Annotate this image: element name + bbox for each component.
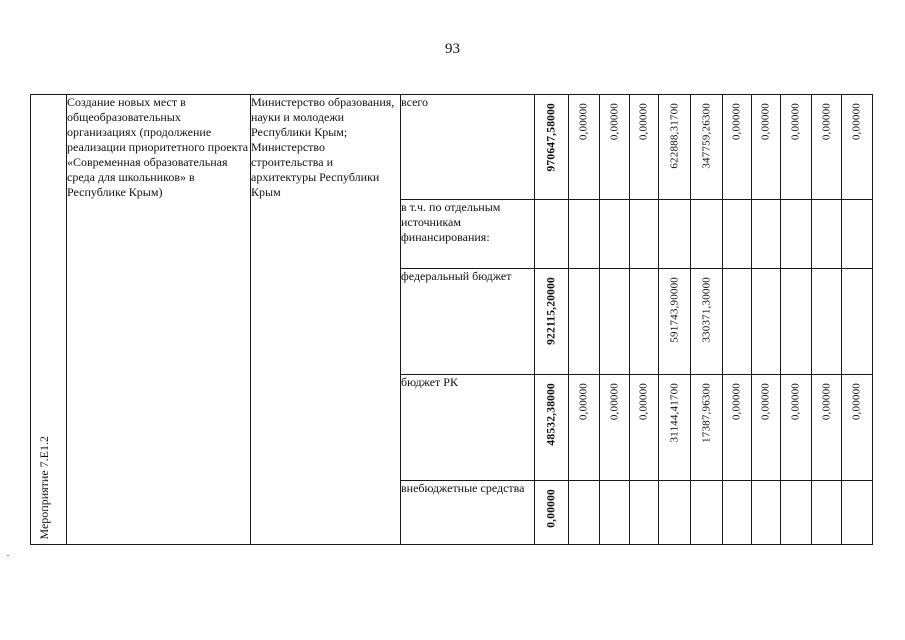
value-cell — [842, 269, 873, 375]
value: 0,00000 — [850, 103, 863, 141]
value: 0,00000 — [820, 383, 832, 421]
value-cell — [723, 269, 752, 375]
value-cell — [535, 375, 569, 481]
value-cell — [535, 269, 569, 375]
value-total: 970647,58000 — [545, 103, 557, 172]
value-cell — [630, 200, 659, 269]
value: 0,00000 — [759, 383, 772, 421]
value-cell — [535, 95, 569, 200]
value: 0,00000 — [820, 103, 832, 141]
value-cell — [691, 375, 723, 481]
value-cell — [723, 95, 752, 200]
value-cell — [691, 200, 723, 269]
value-cell — [781, 269, 812, 375]
value-cell — [812, 481, 842, 545]
value-cell — [600, 269, 630, 375]
value: 0,00000 — [730, 383, 743, 421]
value: 0,00000 — [730, 103, 743, 141]
value: 330371,30000 — [700, 277, 712, 343]
value-cell — [659, 200, 691, 269]
value-total: 0,00000 — [545, 489, 557, 528]
value-cell — [630, 481, 659, 545]
value-cell — [752, 200, 781, 269]
funding-source: федеральный бюджет — [401, 269, 535, 375]
value-cell — [752, 375, 781, 481]
value-cell — [752, 95, 781, 200]
value-cell — [569, 481, 600, 545]
value: 0,00000 — [637, 103, 650, 141]
value-cell — [781, 200, 812, 269]
value-cell — [723, 481, 752, 545]
value-cell — [842, 481, 873, 545]
value: 0,00000 — [608, 103, 620, 141]
value-cell — [535, 481, 569, 545]
value-cell — [600, 95, 630, 200]
value: 0,00000 — [789, 383, 802, 421]
value-cell — [691, 269, 723, 375]
value-cell — [691, 481, 723, 545]
value: 0,00000 — [577, 103, 590, 141]
value-cell — [812, 375, 842, 481]
activity-executor: Министерство образования, науки и молодежи Республики Крым; Министерство строительства и архитектуры Республики Крым — [251, 95, 401, 545]
value-cell — [723, 200, 752, 269]
activity-code-cell — [31, 95, 67, 545]
value-cell — [691, 95, 723, 200]
value-cell — [752, 269, 781, 375]
funding-source: всего — [401, 95, 535, 200]
activity-description: Создание новых мест в общеобразовательных организациях (продолжение реализации приоритетного проекта «Современная образовательная среда для школьников» в Республике Крым) — [67, 95, 251, 545]
value-cell — [842, 95, 873, 200]
value-cell — [569, 200, 600, 269]
value-cell — [569, 95, 600, 200]
value-cell — [630, 95, 659, 200]
value-cell — [600, 375, 630, 481]
value-cell — [812, 269, 842, 375]
value-cell — [659, 269, 691, 375]
value-cell — [630, 269, 659, 375]
value-cell — [812, 95, 842, 200]
funding-source: в т.ч. по отдельным источникам финансирования: — [401, 200, 535, 269]
value: 0,00000 — [577, 383, 590, 421]
value-cell — [659, 375, 691, 481]
page-number: 93 — [445, 41, 460, 57]
value-cell — [569, 375, 600, 481]
value-cell — [723, 375, 752, 481]
value-cell — [781, 95, 812, 200]
value: 0,00000 — [850, 383, 863, 421]
value-cell — [569, 269, 600, 375]
value: 347759,26300 — [700, 103, 712, 169]
value: 622888,31700 — [668, 103, 680, 169]
value-total: 922115,20000 — [545, 277, 557, 345]
scan-artifact — [7, 555, 9, 556]
value-cell — [781, 375, 812, 481]
table-row — [31, 95, 873, 200]
value: 0,00000 — [789, 103, 802, 141]
value: 0,00000 — [637, 383, 650, 421]
value-cell — [842, 375, 873, 481]
value-cell — [659, 95, 691, 200]
value-cell — [842, 200, 873, 269]
value: 17387,96300 — [700, 383, 712, 443]
value: 591743,90000 — [668, 277, 680, 343]
value-cell — [535, 200, 569, 269]
value-cell — [752, 481, 781, 545]
value-cell — [812, 200, 842, 269]
value-total: 48532,38000 — [545, 383, 557, 446]
funding-source: бюджет РК — [401, 375, 535, 481]
funding-source: внебюджетные средства — [401, 481, 535, 545]
value-cell — [600, 481, 630, 545]
activity-code: Мероприятие 7.Е1.2 — [37, 436, 51, 540]
value-cell — [781, 481, 812, 545]
value-cell — [659, 481, 691, 545]
financing-table — [30, 94, 873, 545]
value-cell — [630, 375, 659, 481]
value: 0,00000 — [608, 383, 620, 421]
value: 0,00000 — [759, 103, 772, 141]
value: 31144,41700 — [668, 383, 680, 443]
value-cell — [600, 200, 630, 269]
